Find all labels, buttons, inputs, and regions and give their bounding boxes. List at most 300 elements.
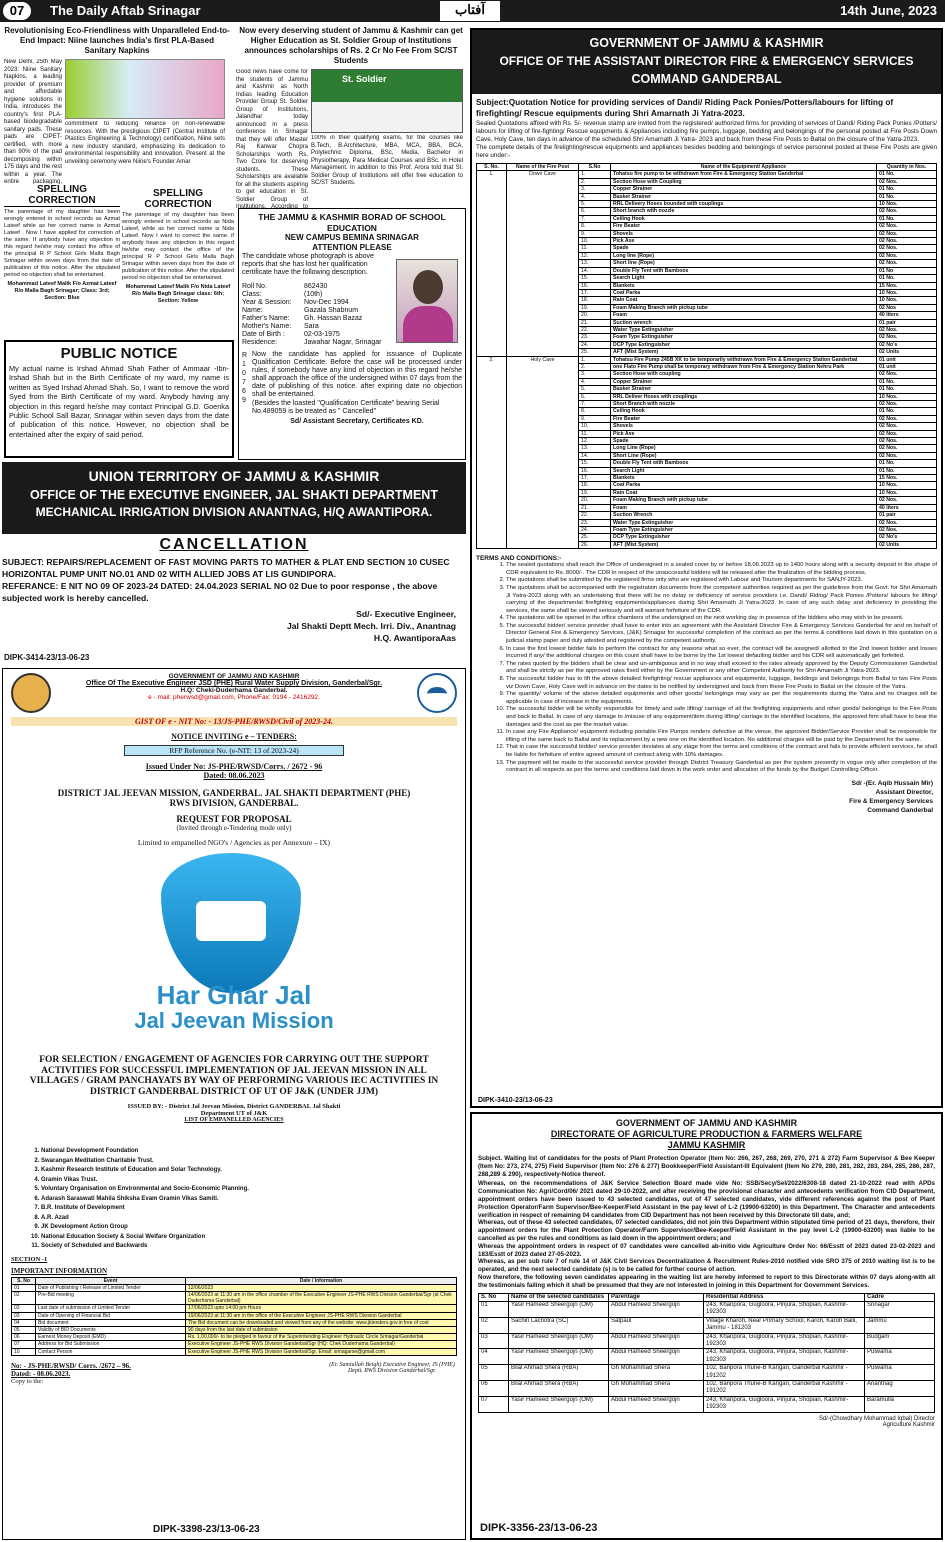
equipment-qty: 02 Nos.	[877, 438, 937, 445]
agri-header-cell: S. No	[479, 1293, 509, 1301]
fire-term: 11. In case any Fire Appliance/ equipment including portable Fire Pumps renders defective at the venue, the approved Bidder/Service Provider shall be responsible for lifting of the same back to Baltal and its replacement by a new one on the identified location. No additional charges will be paid by the Department for the same.	[506, 729, 937, 744]
info-row	[12, 1319, 457, 1326]
agri-header-cell: Cadre	[865, 1293, 935, 1301]
equipment-name: Coat Parka	[611, 289, 877, 296]
agency-item: 3. Kashmir Research Institute of Education and Solar Technology.	[41, 1166, 457, 1176]
equipment-sno: 4.	[579, 193, 611, 200]
equipment-name: Shovels	[611, 230, 877, 237]
agri-cell: Abdul Hameed Sheergojri	[609, 1301, 704, 1317]
phe-hq: H.Q: Cheki-Duderhama Ganderbal.	[180, 687, 288, 694]
agri-para-5: Now therefore, the following seven candidates appearing in the waiting list are hereby informed to report to this Directorate within 07 days along-with all the testimonials failing which it shall be presumed that they are not interested in joining in this Department for Government Services.	[478, 1273, 935, 1289]
equipment-qty: 01 No.	[877, 193, 937, 200]
jkbose-notice	[238, 208, 466, 460]
jkbose-title: THE JAMMU & KASHMIR BORAD OF SCHOOL EDUCATION	[258, 212, 446, 233]
equipment-qty: 02 Nos.	[877, 445, 937, 452]
equipment-sno: 15.	[579, 275, 611, 282]
equipment-sno: 21.	[579, 319, 611, 326]
jkbose-fields	[242, 283, 392, 347]
spelling-correction-1	[4, 184, 120, 334]
equipment-name: Blankets	[611, 475, 877, 482]
agri-row	[479, 1301, 935, 1317]
equipment-qty: 02 No's	[877, 341, 937, 348]
fire-h3: COMMAND GANDERBAL	[631, 72, 782, 86]
spelling-sign-2: Mohammad Lateef Malik F/o Nida Lateef R/o Malla Bagh Srinagar class: 6th; Section: Yellow	[125, 284, 231, 304]
equipment-qty: 02 Nos.	[877, 415, 937, 422]
equipment-name: Spade	[611, 245, 877, 252]
agri-cell: Yasir Hameed Sheergojri (OM)	[509, 1333, 609, 1349]
jkbose-field-label: Name:	[242, 307, 263, 314]
equipment-qty: 01 No.	[877, 171, 937, 178]
jjm-graphic	[11, 853, 457, 1049]
agri-row	[479, 1317, 935, 1333]
newspaper-logo: آفتاب	[440, 1, 500, 21]
info-cell: 04	[12, 1319, 36, 1326]
spelling-body-2: The parentage of my daughter has been wrongly entered in school records as Nida Lateef, while as her correct name is Nida Lateef. Now I want to correct the same. if anybody have any objection in this regard he/she may contact the office of the principal R P School Girls Malla Bagh Srinagar within seven days from the date of publication of this notice. After the stipulated period no objection shall be entertained.	[122, 212, 234, 281]
agri-cell: 05	[479, 1365, 509, 1381]
info-header-cell: Date / Information	[186, 1277, 457, 1284]
agri-header-cell: Parentage	[609, 1293, 704, 1301]
equipment-qty: 02 Nos.	[877, 526, 937, 533]
equipment-name: Foam Type Extinguisher	[611, 526, 877, 533]
agri-row	[479, 1333, 935, 1349]
info-cell: 12/06/2023	[186, 1284, 457, 1291]
phe-gist: GIST OF e - NIT No: - 13/JS-PHE/RWSD/Civil of 2023-24.	[11, 717, 457, 726]
phe-issued: Issued Under No: JS-PHE/RWSD/Corrs. / 2672 - 96	[145, 762, 323, 771]
jalshakti-dipk: DIPK-3414-23/13-06-23	[4, 653, 90, 662]
equipment-name: Rain Coat	[611, 297, 877, 304]
phe-rfp-sub: (Invited through e-Tendering mode only)	[176, 824, 292, 832]
equipment-sno: 8.	[579, 408, 611, 415]
equipment-name: Pick Axe	[611, 238, 877, 245]
agency-list	[11, 1147, 457, 1252]
jalshakti-reference: REFERANCE: E NIT NO 09 OF 2023-24 DATED: 24.04.2023 SERIAL NO 02 Due to poor response , the above subjected work is hereby cancelled.	[2, 581, 438, 603]
equipment-qty: 10 Nos.	[877, 489, 937, 496]
jkbose-field-row	[242, 283, 392, 291]
agri-cell: 02	[479, 1317, 509, 1333]
agri-para-3: Whereas the appointment orders in respect of 07 candidates were cancelled ab-initio vide Agriculture Order No: 66/Esstt of 2023 dated 23-02-2023 and 183/Esstt of 2023 dated 27-05-2023.	[478, 1242, 935, 1258]
equipment-sno: 24.	[579, 526, 611, 533]
jkbose-field-row	[242, 339, 392, 347]
agri-para-4: Whereas, as per sub rule 7 of rule 14 of J&K Civil Services Decentralization & Recruitment Rules-2010 notified vide SRO 375 of 2010 waiting list is to be operated, and the next selected candidate (s) is to be called for further course of action.	[478, 1258, 935, 1274]
info-cell: Rs. 1,00,000/- to be pledged in favour of the Superintending Engineer Hydraulic Circle Srinagar/Ganderbal	[186, 1334, 457, 1341]
phe-gov: GOVERNMENT OF JAMMU AND KASHMIR	[168, 673, 300, 680]
equipment-sno: 19.	[579, 304, 611, 311]
fire-equipment-row	[477, 356, 937, 363]
phe-mission: DISTRICT JAL JEEVAN MISSION, GANDERBAL. JAL SHAKTI DEPARTMENT (PHE) RWS DIVISION, GANDERBAL.	[57, 788, 411, 808]
agri-cell: Village Kharoh, Near Primary School, Karoh, Karoh Balli, Jammu - 181203	[704, 1317, 865, 1333]
equipment-name: Short line (Rope)	[611, 260, 877, 267]
equipment-sno: 8.	[579, 223, 611, 230]
equipment-sno: 1.	[579, 171, 611, 178]
fire-term: 9. The quantity/ volume of the above detailed equipments and other goods/ belongings may vary as per the requirements during the Yatra and no charges will be applicable in case of increase in the equipments.	[506, 691, 937, 706]
phe-intro-text	[11, 1124, 457, 1146]
agri-dipk: DIPK-3356-23/13-06-23	[480, 1522, 598, 1534]
equipment-name: Suction Wrench	[611, 512, 877, 519]
fire-dipk: DIPK-3410-23/13-06-23	[478, 1097, 553, 1104]
equipment-name: Foam	[611, 312, 877, 319]
fire-term: 4. The quotations will be opened in the office chambers of the undersigned on the next working day in presence of the bidders who may wish to be present.	[506, 615, 937, 623]
info-row	[12, 1341, 457, 1348]
fire-header-cell: Name of the Equipment/ Appliance	[611, 164, 877, 171]
jkbose-field-label: Residence:	[242, 339, 278, 346]
jjm-logo-icon	[417, 673, 457, 713]
jkbose-field-value: Sara	[304, 323, 319, 330]
jkbose-field-label: Mother's Name:	[242, 323, 292, 330]
phe-info-table	[11, 1277, 457, 1356]
fire-header-cell: S.No	[579, 164, 611, 171]
jal-jeevan-mission: Jal Jeevan Mission	[134, 1008, 334, 1033]
fire-equipment-row	[477, 171, 937, 178]
info-cell: 19/06/2023 at 11:30 am in the office of the Executive Engineer JS-PHE RWS Division Ganderbal	[186, 1312, 457, 1319]
equipment-sno: 20.	[579, 497, 611, 504]
equipment-sno: 13.	[579, 445, 611, 452]
equipment-sno: 11.	[579, 430, 611, 437]
info-cell: 05	[12, 1326, 36, 1333]
equipment-qty: 02 Nos.	[877, 430, 937, 437]
fire-para-1: Sealed Quotations affixed with Rs. 5/- revenue stamp are invited from the registered/ authorized firms for providing of services of Dandi/ Riding Pack Ponies /Potters/ labours for lifting of fire-fighting/ Rescue equipments & Appliances including fire pumps, luggage, bedding and belongings of the personal posted at Fire Posts Down Cave, Holy Cave, ten days in advance of the scheduled Shri Amarnath Ji Yatra- 2023 and back from these Fire Posts to Baltal on the closure of the Yatra-2023.	[476, 120, 937, 143]
jkbose-field-value: Jawahar Nagar, Srinagar	[304, 339, 382, 346]
equipment-qty: 02 Units	[877, 541, 937, 548]
equipment-name: Fire Beater	[611, 415, 877, 422]
equipment-qty: 01 No.	[877, 386, 937, 393]
agri-cell: Anantnag	[865, 1381, 935, 1397]
fire-header-cell: S. No.	[477, 164, 507, 171]
equipment-qty: 02 Nos.	[877, 423, 937, 430]
equipment-sno: 2.	[579, 178, 611, 185]
pla-body-col2: commitment to reducing reliance on non-renewable resources. With the prestigious CIPET (Central Institute of Plastics Engineering & Technology) certification, Niine sets a new industry standard, emphasizing its dedication to environmental responsibility and innovation. Present at the unveiling ceremony were Niine's Founder Amar	[65, 121, 225, 165]
agri-cell: Pulwama	[865, 1349, 935, 1365]
info-row	[12, 1284, 457, 1291]
jkbose-field-row	[242, 315, 392, 323]
jkbose-field-label: Class:	[242, 291, 262, 298]
info-cell: Earnest Money Deposit (EMD)	[36, 1334, 186, 1341]
agri-row	[479, 1381, 935, 1397]
equipment-name: Rain Coat	[611, 489, 877, 496]
pla-body-col1: New Delhi, 25th May 2023: Niine Sanitary Napkins, a leading provider of premium and affordable hygiene solutions in India, introduces the country's first PLA-based biodegradable sanitary pads. These pads are CIPET-certified, with more than 90% of the pad decomposing within 175 days and the rest within a year. The entire packaging,	[4, 59, 62, 184]
spelling-title-1: SPELLING CORRECTION	[4, 184, 120, 207]
equipment-name: Foam Type Extinguisher	[611, 334, 877, 341]
info-cell: 01	[12, 1284, 36, 1291]
equipment-sno: 3.	[579, 371, 611, 378]
equipment-name: Double Fly Tent with Bamboos	[611, 460, 877, 467]
agri-cell: Gh Mohammad Shera	[609, 1381, 704, 1397]
agri-cell: Abdul Hameed Sheergojri	[609, 1333, 704, 1349]
agri-para-1: Whereas, on the recommendations of J&K Service Selection Board made vide No: SSB/Secy/Sel/2022/6308-18 dated 21-10-2022 read with APDs Communication No: Agri/Cord/06/ 2021 dated 29-10-2022, and after receiving the provisional character and antecedents verification from CID Department, appointment orders have been issued to 43 selected candidates, out of 47 selected candidates, vide different references against the post of Plant Protection Operator/Farm Supervisor/Bee-Keeper/Field Assistant in the pay level of L-2 (19900-63200) in this Department. The Character and antecedents verification in respect of remaining 04 candidates from CID Department has not been received by this Directorate till date, and;	[478, 1180, 935, 1219]
agency-item: 11. Society of Scheduled and Backwards	[41, 1242, 457, 1252]
phe-dated: Dated: 08.06.2023	[203, 771, 265, 780]
jkbose-field-row	[242, 331, 392, 339]
agri-header-cell: Residential Address	[704, 1293, 865, 1301]
jkbose-field-value: 862430	[304, 283, 328, 290]
soldier-banner: St. Soldier	[342, 74, 387, 84]
equipment-qty: 02 Nos.	[877, 230, 937, 237]
spelling-sign-1: Mohammad Lateef Malik F/o Azmat Lateef R/o Malla Bagh Srinagar; Class: 3rd; Section: Blue	[7, 281, 117, 301]
equipment-name: AFT (Mist System)	[611, 541, 877, 548]
equipment-qty: 15 Nos.	[877, 282, 937, 289]
equipment-sno: 18.	[579, 297, 611, 304]
equipment-qty: 01 No	[877, 267, 937, 274]
equipment-name: Spade	[611, 438, 877, 445]
spelling-body-1: The parentage of my daughter has been wrongly entered in school records as Azmat Lateef while as her correct name is Azmat Lateef . Now I have applied for correction of the same. If anybody have any objection in this regard he/she may contact the office of the principal R P School Girls Malla Bagh Srinagar within seven days from the date of publication of this notice. After the stipulated period no objection shall be entertained.	[4, 209, 120, 278]
info-row	[12, 1348, 457, 1355]
info-row	[12, 1305, 457, 1312]
info-cell: 17/06/2023 upto 14:00 pm Hours	[186, 1305, 457, 1312]
equipment-qty: 10 Nos.	[877, 201, 937, 208]
agri-cell: Jammu	[865, 1317, 935, 1333]
pla-article	[4, 26, 230, 184]
info-cell: 06	[12, 1334, 36, 1341]
info-cell: Validity of BID Documents	[36, 1326, 186, 1333]
equipment-sno: 22.	[579, 326, 611, 333]
equipment-qty: 01 No.	[877, 186, 937, 193]
newspaper-name: The Daily Aftab Srinagar	[50, 3, 201, 18]
fire-term: 12. That in case the successful bidder/ service provider deviates at any stage from the terms and conditions of the contract and fails to provide efficient services, he shall be liable for forfeiture of entire agreed amount of contract along with 10% damages.	[506, 744, 937, 759]
equipment-name: Coat Parka	[611, 482, 877, 489]
equipment-name: Pick Axe	[611, 430, 877, 437]
equipment-sno: 11.	[579, 245, 611, 252]
info-row	[12, 1312, 457, 1319]
jkbose-field-label: Year & Session:	[242, 299, 292, 306]
soldier-press-photo	[311, 69, 463, 133]
fire-post-name: Down Cave	[507, 171, 579, 356]
fire-notice	[470, 28, 943, 1108]
info-cell: Last date of submission of Limited Tender	[36, 1305, 186, 1312]
equipment-name: Tohatsu Fire Pump 245B XK to be temporarily withdrawn from Fire & Emergency Station Ganderbal	[611, 356, 877, 363]
equipment-qty: 02 No's	[877, 534, 937, 541]
agri-notice	[470, 1112, 943, 1540]
jkbose-intro: The candidate whose photograph is above reports that she has lost her qualification certificate have the following description.	[242, 253, 374, 276]
agri-cell: 06	[479, 1381, 509, 1397]
equipment-name: Foam	[611, 504, 877, 511]
equipment-sno: 5.	[579, 201, 611, 208]
equipment-name: RRL Delivery Hoses bounded with couplings	[611, 201, 877, 208]
equipment-sno: 9.	[579, 230, 611, 237]
equipment-qty: 02 Nos.	[877, 260, 937, 267]
agri-sign: Sd/-(Chowdhary Mohammad Iqbal) Director Agriculture Kashmir	[818, 1415, 935, 1428]
agri-cell: 07	[479, 1396, 509, 1412]
fire-header	[472, 30, 941, 94]
equipment-qty: 02 Nos.	[877, 223, 937, 230]
agri-cell: Srinagar	[865, 1301, 935, 1317]
jalshakti-h2: OFFICE OF THE EXECUTIVE ENGINEER, JAL SHAKTI DEPARTMENT	[30, 488, 438, 502]
equipment-sno: 16.	[579, 467, 611, 474]
jkbose-field-value: Gazala Shabnum	[304, 307, 359, 314]
equipment-name: Tohatsu fire pump to be withdrawn from Fire & Emergency Station Ganderbal	[611, 171, 877, 178]
equipment-sno: 10.	[579, 238, 611, 245]
waiting-list-table	[478, 1293, 935, 1413]
masthead	[0, 0, 945, 22]
agri-cell: Yasir Hameed Sheergojri (OM)	[509, 1301, 609, 1317]
agri-cell: Sachin Lachotra (SC)	[509, 1317, 609, 1333]
info-cell: Date of Opening of Financial Bid	[36, 1312, 186, 1319]
equipment-name: Copper Strainer	[611, 378, 877, 385]
equipment-sno: 2.	[579, 363, 611, 370]
agri-header-cell: Name of the selected candidates	[509, 1293, 609, 1301]
fire-sign-line: Fire & Emergency Services	[849, 797, 933, 805]
equipment-qty: 01 No.	[877, 275, 937, 282]
phe-limited: Limited to empanelled NGO's / Agencies as per Annexure – IX)	[137, 838, 331, 847]
equipment-sno: 25.	[579, 534, 611, 541]
fire-sign-line: Command Ganderbal	[867, 806, 933, 814]
jalshakti-sign-2: Jal Shakti Deptt Mech. Irri. Div., Anantnag	[286, 621, 456, 631]
fire-equipment-table	[476, 163, 937, 549]
fire-sign-line: Assistant Director,	[875, 788, 933, 796]
jalshakti-subject: SUBJECT: REPAIRS/REPLACEMENT OF FAST MOVING PARTS TO MATHER & PLAT END SECTION 10 CUSEC HORIZONTAL PUMP UNIT NO.01 AND 02 WITH ALLIED JOBS AT LIS GUNDIPORA.	[2, 557, 450, 579]
jkbose-field-label: Father's Name:	[242, 315, 290, 322]
phe-notice-title: NOTICE INVITING e – TENDERS:	[171, 732, 297, 741]
fire-terms-title: TERMS AND CONDITIONS:-	[476, 555, 562, 563]
equipment-sno: 7.	[579, 215, 611, 222]
equipment-sno: 15.	[579, 460, 611, 467]
info-row	[12, 1326, 457, 1333]
equipment-name: Search Light	[611, 275, 877, 282]
phe-rfp-title: REQUEST FOR PROPOSAL	[176, 814, 292, 824]
jkbose-campus: NEW CAMPUS BEMINA SRINAGAR	[285, 233, 419, 242]
phe-issued-by: ISSUED BY: - District Jal Jeevan Mission, District GANDERBAL Jal Shakti Department UT of J&K	[127, 1103, 341, 1117]
equipment-sno: 10.	[579, 423, 611, 430]
jalshakti-h1: UNION TERRITORY OF JAMMU & KASHMIR	[88, 468, 380, 484]
agri-cell: 03	[479, 1333, 509, 1349]
equipment-name: Water Type Extinguisher	[611, 326, 877, 333]
agri-cell: Budgam	[865, 1333, 935, 1349]
phe-rfp-ref: RFP Reference No. (e-NIT: 13 of 2023-24)	[124, 745, 344, 756]
fire-term: 7. The rates quoted by the bidders shall be clear and un-ambiguous and in no way shall exceed to the rates already approved by the Deputy Commissioner Ganderbal and shall be strictly as per the approved rates fixed either by the Government or any other Competent Authority for Shri Amarnath Ji Yatra-2023.	[506, 661, 937, 676]
agri-cell: Gh Mohammad Shera	[609, 1365, 704, 1381]
jkbose-field-value: Gh. Hassan Bazaz	[304, 315, 363, 322]
equipment-name: Basket Strainer	[611, 193, 877, 200]
equipment-sno: 3.	[579, 186, 611, 193]
jkbose-field-label: Roll No.	[242, 283, 267, 290]
spelling-title-2: SPELLING CORRECTION	[144, 188, 212, 210]
jalshakti-h3: MECHANICAL IRRIGATION DIVISION ANANTNAG, H/Q AWANTIPORA.	[35, 505, 433, 519]
jkbose-field-value: (10th)	[304, 291, 323, 298]
agri-cell: 102, Banpora Thune-B Kangan, Ganderbal Kashmir - 191202	[704, 1381, 865, 1397]
soldier-body-col2: 100% in their qualifying exams, for the courses like B.Tech, B.Architecture, MBA, MCA, BBA, BCA, Polytechnic Diploma, BSc, Media, Bachelor in Physiotherapy, Para Medical Courses and BSc. in Hotel Management. In addition to this Prof. Arora told that St. Soldier Group of Institutions will offer free education to SC/ST Students.	[311, 135, 463, 186]
agri-cell: Baramulla	[865, 1396, 935, 1412]
public-notice-body: My actual name is Irshad Ahmad Shah Father of Ammaar -Ibn-Irshad Shah but in the Birth Certificate of my ward, my name is written as Syed Irshad Ahmad Shah. So, I want to remove the word Syed from the Birth Certificate of my ward. Anybody having any objection in this regard he/she may contact Principal G.D. Goenka Public School Sall Bazar, Srinagar within seven days from the date of publication of this notice. However, no objection shall be entertained after the expiry of said period.	[9, 364, 229, 439]
info-row	[12, 1334, 457, 1341]
cancellation-title: CANCELLATION	[159, 536, 309, 553]
info-cell: The Bid document can be downloaded and viewed from any of the website: www.jktenders.gov.in free of cost	[186, 1319, 457, 1326]
info-cell: Pre-Bid meeting	[36, 1291, 186, 1304]
equipment-qty: 02 Nos.	[877, 208, 937, 215]
equipment-qty: 02 Nos.	[877, 245, 937, 252]
agency-item: 9. JK Development Action Group	[41, 1223, 457, 1233]
equipment-sno: 1.	[579, 356, 611, 363]
equipment-sno: 6.	[579, 208, 611, 215]
agri-h2: DIRECTORATE OF AGRICULTURE PRODUCTION & FARMERS WELFARE	[550, 1129, 863, 1139]
phe-sign: (Er. Samiullah Beigh) Executive Engineer, JS (PHE) Deptt. RWS Division Ganderbal/Sgr.	[329, 1361, 455, 1374]
equipment-qty: 01 unit	[877, 363, 937, 370]
equipment-name: Double Fly Tent with Bamboos	[611, 267, 877, 274]
agency-item: 2. Swarangan Meditation Charitable Trust.	[41, 1157, 457, 1167]
equipment-qty: 02 Nos.	[877, 497, 937, 504]
info-cell: 14/06/2023 at 11:30 am in the office chamber of the Executive Engineer JS-PHE RWS Division Ganderbal/Sgr (at Chek Duderhama Ganderbal)	[186, 1291, 457, 1304]
info-header-cell: Event	[36, 1277, 186, 1284]
equipment-name: Blankets	[611, 282, 877, 289]
equipment-qty: 01 No.	[877, 215, 937, 222]
fire-sign-line: Sd/ -(Er. Aqib Hussain Mir)	[851, 779, 933, 787]
info-cell: Executive Engineer JS-PHE RWS Division Ganderbal/Sgr. Email: srinagarse@gmail.com	[186, 1348, 457, 1355]
fire-terms-list	[476, 562, 937, 775]
equipment-qty: 10 Nos.	[877, 393, 937, 400]
agri-para-2: Whereas, out of these 43 selected candidates, 07 selected candidates, did not join this Department within stipulated time period of 21 days, therefore, their appointment orders for the Plant Protection Operator/Farm Supervisor/Bee-Keeper/Field Assistant in the pay level L-2 (19900-63200) was liable to be cancelled as per the rules and conditions as laid down in the appointment orders; and	[478, 1219, 935, 1242]
equipment-name: Copper Strainer	[611, 186, 877, 193]
phe-copy: Copy to the:	[11, 1377, 44, 1385]
equipment-qty: 01 No.	[877, 408, 937, 415]
equipment-sno: 23.	[579, 334, 611, 341]
equipment-name: Ceiling Hook	[611, 215, 877, 222]
jkbose-attention: ATTENTION PLEASE	[312, 243, 392, 252]
equipment-name: RRL Deliver Hoses with couplings	[611, 393, 877, 400]
equipment-sno: 6.	[579, 393, 611, 400]
fire-term: 10. The successful bidder will be wholly responsible for timely and safe lifting/ carriage of all the firefighting equipments and other goods/ belongings to the Fire Posts and back to Baltal. In case of any damage to /misuse of any equipment/item during lifting/ carriage to the identified locations, the approved firm shall have to bear the damages and the cost as per the market value.	[506, 706, 937, 729]
equipment-name: Search Light	[611, 467, 877, 474]
agri-cell: Yasir Hameed Sheergojri (OM)	[509, 1349, 609, 1365]
agri-cell: Bilal Ahmad Shera (RBA)	[509, 1381, 609, 1397]
agri-cell: 243, Khanpora, Gugloora, Pinjura, Shopian, Kashmir-192303	[704, 1396, 865, 1412]
fire-term: 3. The quotations shall be accompanied with the registration documents from the competent authorities required as per the guidelines from the Govt. for Shri Amarnath Ji Yatra-2023 along with an undertaking that there will be no delay or deficiency of service providers i.e. Dandi/ Riding/ Pack Ponies /Potters/ labours for lifting/ carrying of the departmental firefighting equipments/appliances during Shri Amarnath Ji Yatra-2023. In case of any such delay and deficiency in providing the services, the same shall be viewed seriously and will warrant forfeiture of the CDR.	[506, 585, 937, 615]
equipment-qty: 01 pair	[877, 319, 937, 326]
equipment-qty: 02 Nos.	[877, 178, 937, 185]
soldier-article	[236, 26, 466, 208]
equipment-name: Section Hose with Coupling	[611, 178, 877, 185]
equipment-qty: 01 unit	[877, 356, 937, 363]
equipment-sno: 5.	[579, 386, 611, 393]
phe-list-title: LIST OF EMPANELLED AGENCIES	[184, 1117, 284, 1123]
spelling-correction-2	[122, 188, 234, 336]
phe-tender	[2, 668, 466, 1540]
info-cell: 10	[12, 1348, 36, 1355]
equipment-qty: 02 Nos.	[877, 452, 937, 459]
equipment-name: Shovels	[611, 423, 877, 430]
jalshakti-sign-1: Sd/- Executive Engineer,	[356, 609, 456, 619]
info-cell: Executive Engineer JS-PHE RWS Division Ganderbal/Sgr (HQ: Chek Duderhama Ganderbal)	[186, 1341, 457, 1348]
phe-selection: FOR SELECTION / ENGAGEMENT OF AGENCIES FOR CARRYING OUT THE SUPPORT ACTIVITIES FOR SUCCESSFUL IMPLEMENTATION OF JAL JEEVAN MISSION IN ALL VILLAGES / GRAM PANCHAYATS BY WAY OF PERFORMING VARIOUS IEC ACTIVITIES IN DISTRICT GANDERBAL DISTRICT OF UT OF J&K (UNDER JJM)	[29, 1055, 439, 1097]
equipment-sno: 25.	[579, 349, 611, 356]
equipment-qty: 40 liters	[877, 504, 937, 511]
fire-sign	[476, 779, 937, 815]
fire-h2: OFFICE OF THE ASSISTANT DIRECTOR FIRE & EMERGENCY SERVICES	[499, 54, 914, 68]
jkbose-field-value: Nov-Dec 1994	[304, 299, 349, 306]
equipment-qty: 02 Nos.	[877, 519, 937, 526]
info-cell: 03	[12, 1305, 36, 1312]
equipment-name: DCP Type Extinguisher	[611, 534, 877, 541]
jalshakti-sign-3: H.Q. AwantiporaAas	[373, 633, 456, 643]
info-cell: 03	[12, 1312, 36, 1319]
equipment-qty: 02 Nos.	[877, 371, 937, 378]
info-row	[12, 1291, 457, 1304]
equipment-sno: 14.	[579, 452, 611, 459]
jkbose-field-row	[242, 299, 392, 307]
agri-cell: Bilal Ahmad Shera (RBA)	[509, 1365, 609, 1381]
agri-h1: GOVERNMENT OF JAMMU AND KASHMIR	[615, 1118, 798, 1128]
equipment-qty: 10 Nos.	[877, 297, 937, 304]
agri-cell: 243, Khanpora, Gugloora, Pinjura, Shopian, Kashmir-192303	[704, 1333, 865, 1349]
equipment-name: Long Line (Rope)	[611, 445, 877, 452]
issue-date: 14th June, 2023	[840, 3, 937, 18]
jkbose-field-label: Date of Birth :	[242, 331, 285, 338]
equipment-name: Section Hose with coupling	[611, 371, 877, 378]
phe-dipk: DIPK-3398-23/13-06-23	[153, 1524, 260, 1535]
equipment-qty: 02 Nos	[877, 304, 937, 311]
equipment-name: Ceiling Hook	[611, 408, 877, 415]
equipment-sno: 4.	[579, 378, 611, 385]
fire-term: 6. In case the first lowest bidder fails to perform the contract for any reasons what so ever, the contract will be assigned/ allotted to the 2nd lowest bidder and losses incurred if any/ the additional charges on this count shall have to be borne by the 1st lowest defaulting bidder and his CDR will automatically get forfeited.	[506, 646, 937, 661]
agency-item: 7. B.R. Institute of Development	[41, 1204, 457, 1214]
equipment-sno: 9.	[579, 415, 611, 422]
jkbose-sign: Sd/ Assistant Secretary, Certificates KD.	[290, 418, 424, 425]
